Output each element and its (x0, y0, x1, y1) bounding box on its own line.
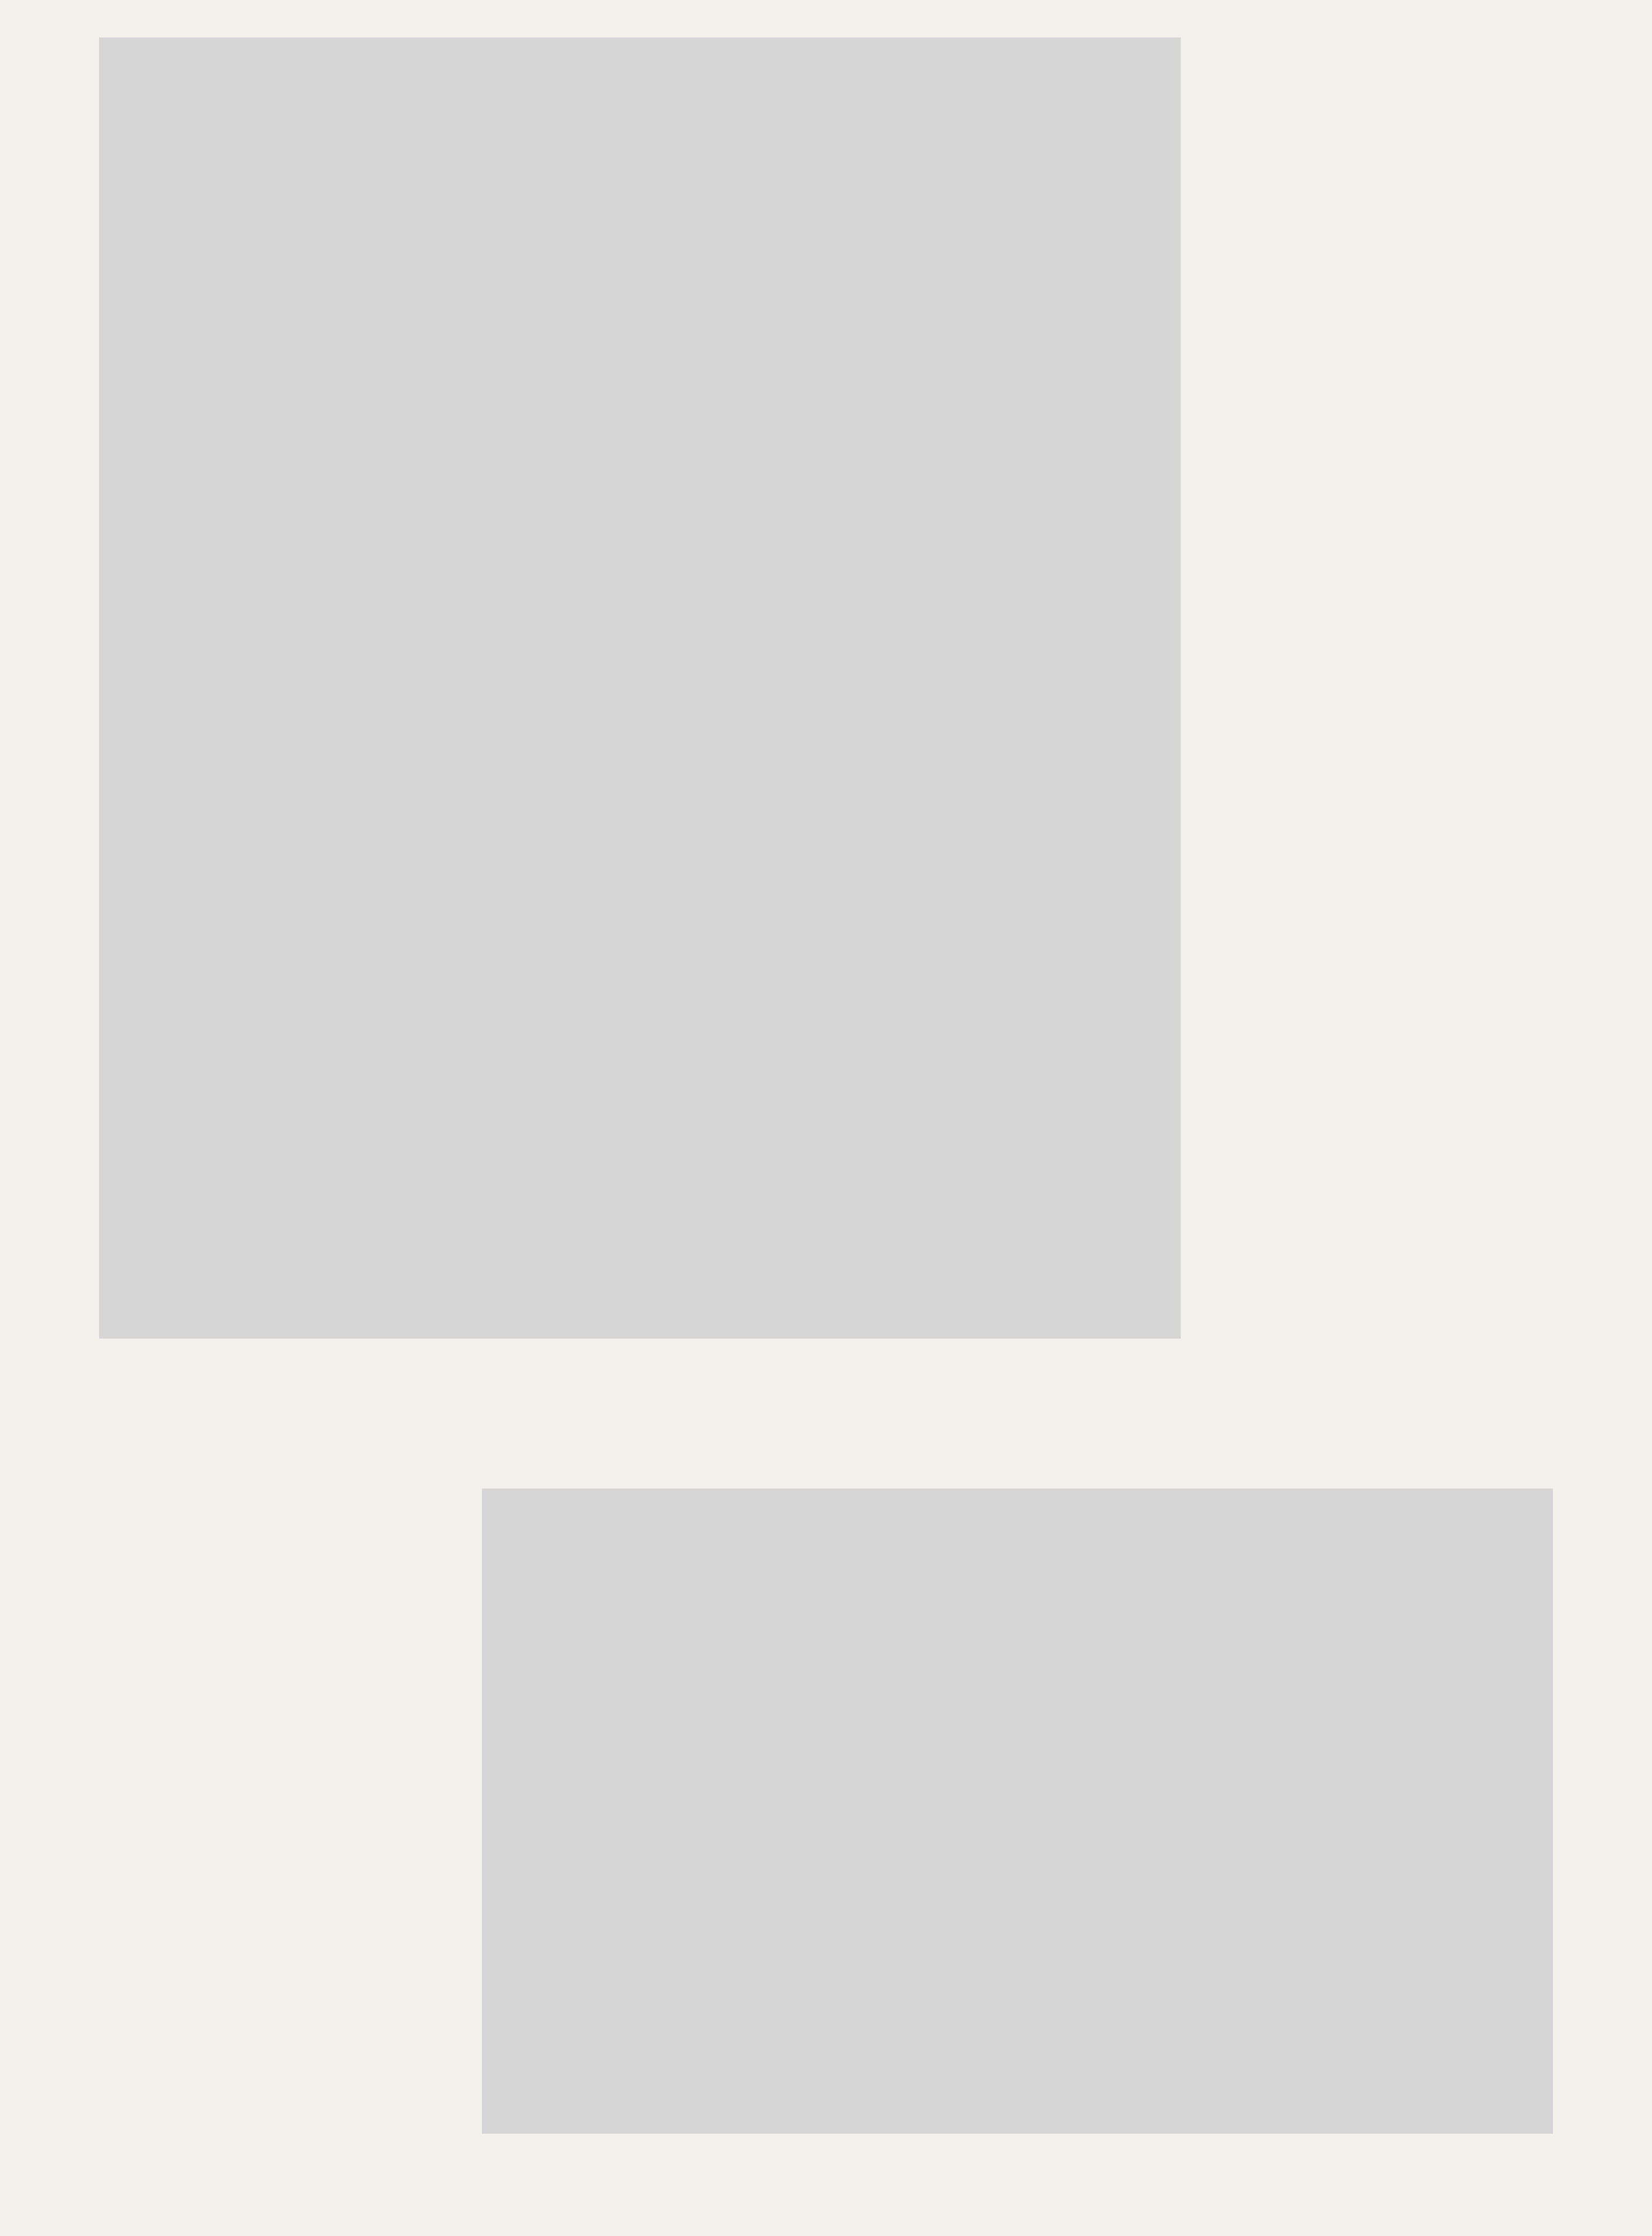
bottom-photo-grid (482, 1489, 1553, 2134)
top-photo-grid (99, 37, 1181, 1339)
